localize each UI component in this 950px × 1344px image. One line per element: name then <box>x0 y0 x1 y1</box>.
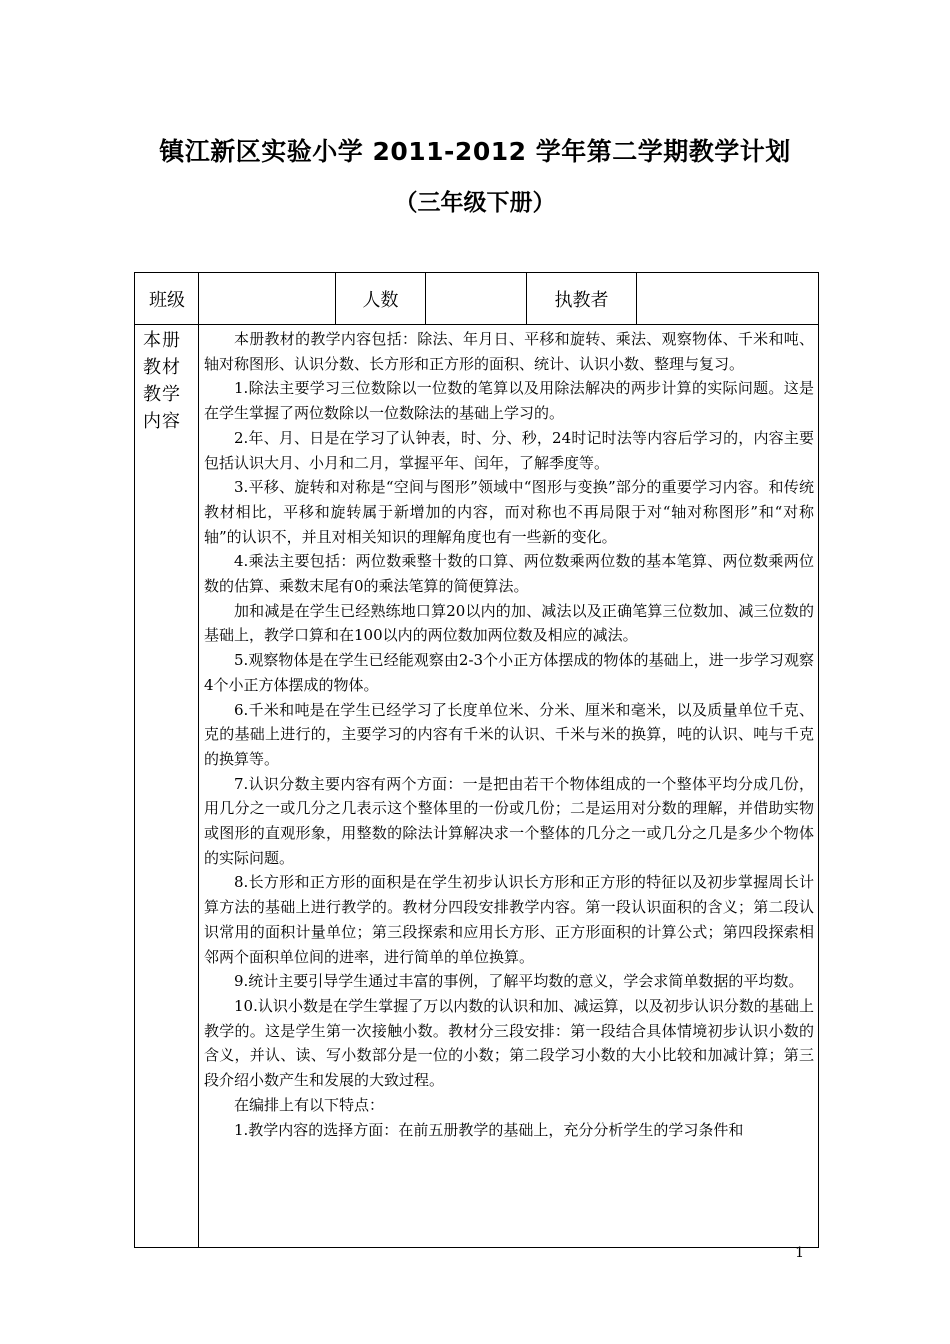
count-value-cell[interactable] <box>426 273 527 325</box>
content-paragraph: 2.年、月、日是在学习了认钟表，时、分、秒，24时记时法等内容后学习的，内容主要包括认识大月、小月和二月，掌握平年、闰年，了解季度等。 <box>204 428 814 472</box>
content-paragraph: 8.长方形和正方形的面积是在学生初步认识长方形和正方形的特征以及初步掌握周长计算方法的基础上进行教学的。教材分四段安排教学内容。第一段认识面积的含义；第二段认识常用的面积计量单位；第三段探索和应用长方形、正方形面积的计算公式；第四段探索相邻两个面积单位间的进率，进行简单的单位换算。 <box>204 873 814 966</box>
content-paragraph: 6.千米和吨是在学生已经学习了长度单位米、分米、厘米和毫米，以及质量单位千克、克的基础上进行的，主要学习的内容有千米的认识、千米与米的换算，吨的认识、吨与千克的换算等。 <box>204 700 814 768</box>
document-title: 镇江新区实验小学 2011-2012 学年第二学期教学计划 <box>159 137 791 166</box>
section-content <box>199 325 819 1248</box>
content-paragraph: 在编排上有以下特点： <box>234 1095 385 1114</box>
content-paragraph: 1.除法主要学习三位数除以一位数的笔算以及用除法解决的两步计算的实际问题。这是在学生掌握了两位数除以一位数除法的基础上学习的。 <box>204 379 814 423</box>
plan-table <box>134 272 819 1248</box>
count-label: 人数 <box>336 273 426 325</box>
content-paragraph: 7.认识分数主要内容有两个方面：一是把由若干个物体组成的一个整体平均分成几份，用几分之一或几分之几表示这个整体里的一份或几份；二是运用对分数的理解，并借助实物或图形的直观形象，用整数的除法计算解决求一个整体的几分之一或几分之几是多少个物体的实际问题。 <box>204 774 814 867</box>
teacher-label: 执教者 <box>527 273 637 325</box>
page-number: 1 <box>795 1245 804 1261</box>
content-paragraph: 10.认识小数是在学生掌握了万以内数的认识和加、减运算，以及初步认识分数的基础上教学的。这是学生第一次接触小数。教材分三段安排：第一段结合具体情境初步认识小数的含义，并认、读、写小数部分是一位的小数；第二段学习小数的大小比较和加减计算；第三段介绍小数产生和发展的大致过程。 <box>204 996 814 1090</box>
header-row <box>135 273 819 325</box>
section-label <box>135 325 199 1248</box>
class-label: 班级 <box>135 273 199 325</box>
content-row <box>135 325 819 1248</box>
content-paragraph: 3.平移、旋转和对称是“空间与图形”领域中“图形与变换”部分的重要学习内容。和传统教材相比，平移和旋转属于新增加的内容，而对称也不再局限于对“轴对称图形”和“对称轴”的认识不，并且对相关知识的理解角度也有一些新的变化。 <box>204 478 814 546</box>
content-paragraph: 9.统计主要引导学生通过丰富的事例，了解平均数的意义，学会求简单数据的平均数。 <box>234 972 804 991</box>
teacher-value-cell[interactable] <box>637 273 819 325</box>
content-paragraph: 5.观察物体是在学生已经能观察由2-3个小正方体摆成的物体的基础上，进一步学习观察4个小正方体摆成的物体。 <box>204 651 814 694</box>
content-paragraph: 加和减是在学生已经熟练地口算20以内的加、减法以及正确笔算三位数加、减三位数的基础上，教学口算和在100以内的两位数加两位数及相应的减法。 <box>204 601 814 645</box>
document-subtitle: （三年级下册） <box>394 190 556 216</box>
content-paragraph: 1.教学内容的选择方面：在前五册教学的基础上，充分分析学生的学习条件和 <box>234 1120 744 1139</box>
content-paragraph: 本册教材的教学内容包括：除法、年月日、平移和旋转、乘法、观察物体、千米和吨、轴对称图形、认识分数、长方形和正方形的面积、统计、认识小数、整理与复习。 <box>204 330 814 373</box>
section-label-text: 本册 教材 教学 内容 <box>143 330 181 432</box>
class-value-cell[interactable] <box>199 273 336 325</box>
content-paragraph: 4.乘法主要包括：两位数乘整十数的口算、两位数乘两位数的基本笔算、两位数乘两位数的估算、乘数末尾有0的乘法笔算的简便算法。 <box>204 552 814 596</box>
